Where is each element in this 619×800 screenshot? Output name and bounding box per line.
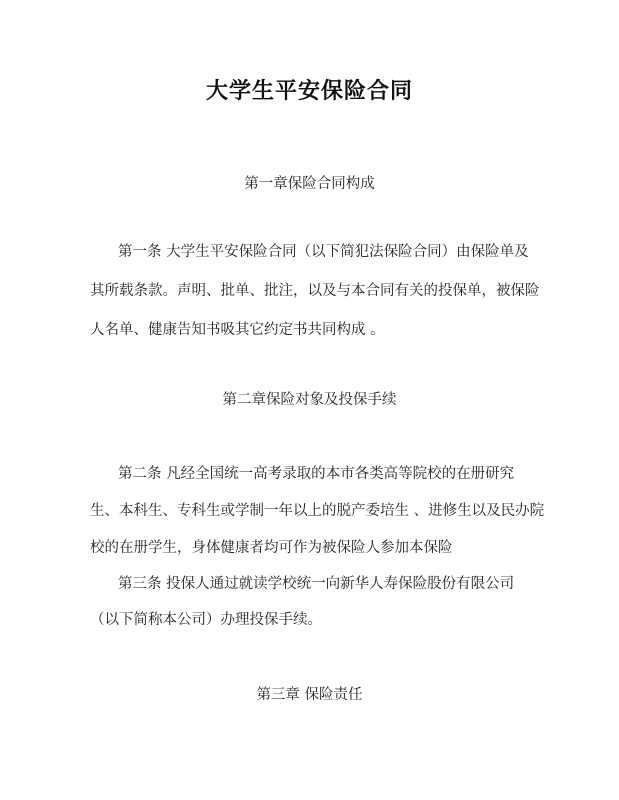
paragraph-line: 人名单、健康告知书吸其它约定书共同构成 。: [90, 322, 385, 338]
paragraph-line: 校的在册学生，身体健康者均可作为被保险人参加本保险: [90, 540, 453, 556]
paragraph-line: 其所载条款。声明、批单、批注，以及与本合同有关的投保单，被保险: [90, 283, 540, 299]
paragraph-line: 第一条 大学生平安保险合同（以下简犯法保险合同）由保险单及: [118, 244, 529, 260]
document-title: 大学生平安保险合同: [205, 79, 413, 104]
paragraph-line: （以下简称本公司）办理投保手续。: [90, 612, 322, 628]
chapter-heading: 第一章保险合同构成: [244, 176, 375, 192]
chapter-heading: 第三章 保险责任: [256, 687, 363, 703]
paragraph-line: 第三条 投保人通过就读学校统一向新华人寿保险股份有限公司: [118, 576, 515, 592]
paragraph-line: 第二条 凡经全国统一高考录取的本市各类高等院校的在册研究: [118, 466, 515, 482]
chapter-heading: 第二章保险对象及投保手续: [222, 392, 397, 408]
paragraph-line: 生、本科生、专科生或学制一年以上的脱产委培生 、进修生以及民办院: [90, 503, 545, 519]
